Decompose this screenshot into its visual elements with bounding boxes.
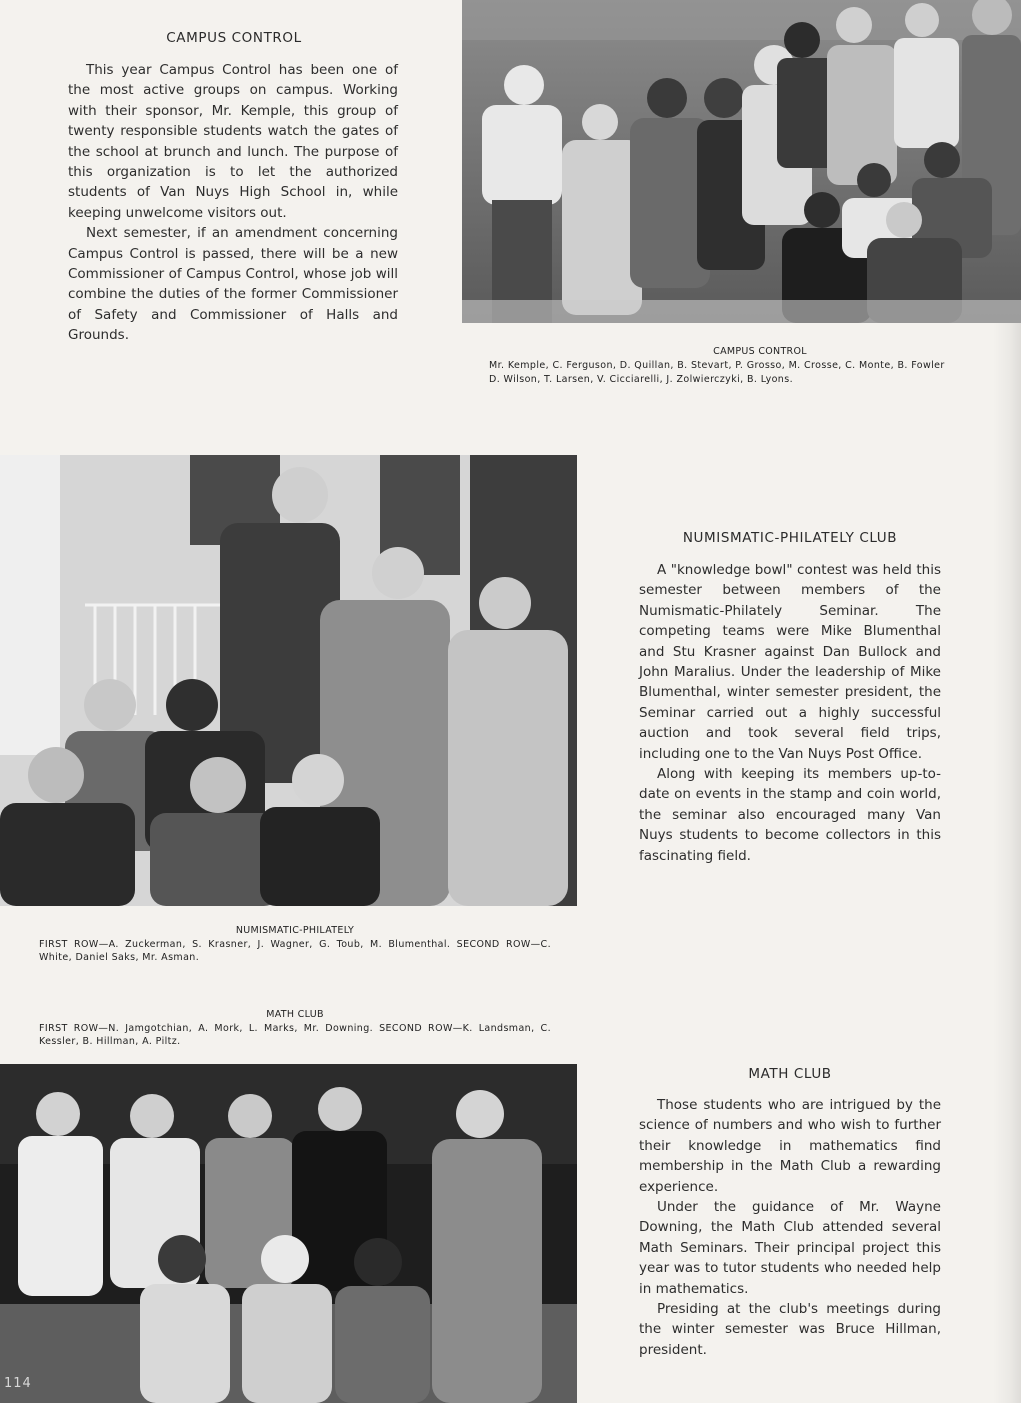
- campus-control-paragraph-1: This year Campus Control has been one of the most active groups on campus. Working with their sponsor, Mr. Kemple, this group of twenty responsible students watch the gates of the school at brunch and lunch. The purpose of this organization is to let the authorized students of Van Nuys High School in, while keeping unwelcome visitors out.: [68, 62, 398, 221]
- math-club-paragraph-3: Presiding at the club's meetings during the winter semester was Bruce Hillman, president.: [639, 1301, 941, 1358]
- math-club-caption-text: FIRST ROW—N. Jamgotchian, A. Mork, L. Marks, Mr. Downing. SECOND ROW—K. Landsman, C. Kessler, B. Hillman, A. Piltz.: [39, 1023, 551, 1047]
- math-club-photo-illustration: [0, 1064, 577, 1403]
- campus-control-caption-line-1: Mr. Kemple, C. Ferguson, D. Quillan, B. Stevart, P. Grosso, M. Crosse, C. Monte, B. Fowler: [489, 360, 945, 371]
- campus-control-paragraph-2: Next semester, if an amendment concerning Campus Control is passed, there will be a new Commissioner of Campus Control, whose job will combine the duties of the former Commissioner of Safety and Commissioner of Halls and Grounds.: [68, 225, 398, 344]
- campus-control-group-photo: [462, 0, 1021, 323]
- campus-control-photo-illustration: [462, 0, 1021, 323]
- math-club-group-photo: [0, 1064, 577, 1403]
- campus-control-caption-title: CAMPUS CONTROL: [713, 346, 807, 357]
- math-club-paragraph-1: Those students who are intrigued by the science of numbers and who wish to further their knowledge in mathematics find membership in the Math Club a rewarding experience.: [639, 1097, 941, 1195]
- numismatic-paragraph-1: A "knowledge bowl" contest was held this semester between members of the Numismatic-Philately Seminar. The competing teams were Mike Blumenthal and Stu Krasner against Dan Bullock and John Maralius. Under the leadership of Mike Blumenthal, winter semester president, the Seminar carried out a highly successful auction and took several field trips, including one to the Van Nuys Post Office.: [639, 562, 941, 762]
- numismatic-body: [639, 560, 941, 866]
- campus-control-body: [68, 60, 398, 346]
- math-club-caption-title: MATH CLUB: [266, 1009, 324, 1020]
- numismatic-heading: NUMISMATIC-PHILATELY CLUB: [682, 530, 898, 546]
- numismatic-caption-title: NUMISMATIC-PHILATELY: [235, 925, 355, 936]
- math-club-body: [639, 1095, 941, 1360]
- numismatic-caption-text: FIRST ROW—A. Zuckerman, S. Krasner, J. Wagner, G. Toub, M. Blumenthal. SECOND ROW—C. White, Daniel Saks, Mr. Asman.: [39, 939, 551, 963]
- campus-control-caption-line-2: D. Wilson, T. Larsen, V. Cicciarelli, J. Zolwierczyki, B. Lyons.: [489, 374, 793, 385]
- numismatic-paragraph-2: Along with keeping its members up-to-date on events in the stamp and coin world, the seminar also encouraged many Van Nuys students to become collectors in this fascinating field.: [639, 766, 941, 864]
- math-club-paragraph-2: Under the guidance of Mr. Wayne Downing, the Math Club attended several Math Seminars. Their principal project this year was to tutor students who needed help in mathematics.: [639, 1199, 941, 1297]
- math-club-heading: MATH CLUB: [748, 1066, 832, 1082]
- page-number: 114: [4, 1376, 32, 1391]
- campus-control-heading: CAMPUS CONTROL: [166, 30, 302, 46]
- numismatic-photo-illustration: [0, 455, 577, 906]
- numismatic-group-photo: [0, 455, 577, 906]
